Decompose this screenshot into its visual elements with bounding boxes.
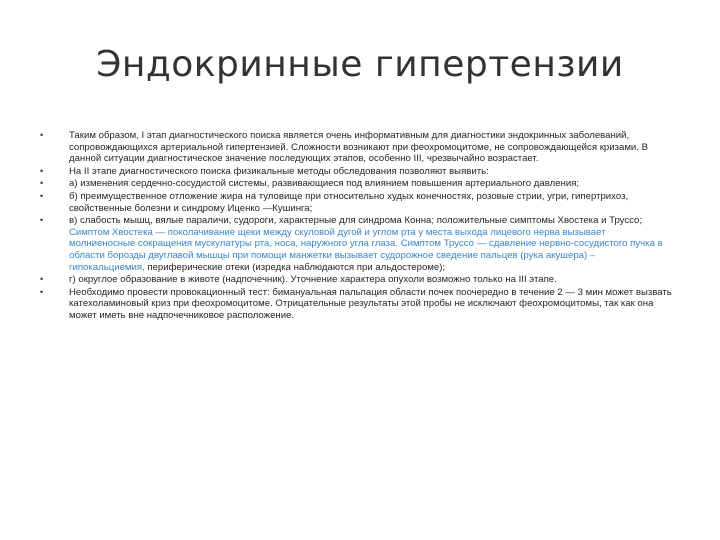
- slide-title: Эндокринные гипертензии: [96, 44, 624, 85]
- bullet-muscle-weakness: [40, 215, 672, 273]
- bullet-stage-two-text: На II этапе диагностического поиска физикальные методы обследования позволяют выявить:: [69, 165, 489, 177]
- bullet-cardio-text: а) изменения сердечно-сосудистой системы, развивающиеся под влиянием повышения артериального давления;: [69, 178, 580, 190]
- bullet-muscle-weakness-tail: периферические отеки (изредка наблюдаются при альдостероме);: [144, 261, 446, 273]
- bullet-provocation-test-text: Необходимо провести провокационный тест: бимануальная пальпация области почек поочередно в течение 2 — 3 мин может вызвать катехоламиновый криз при феохромоцитоме. Отрицательные результаты этой пробы не исключают феохромоцитомы, так как она может иметь вне надпочечниковое расположение.: [69, 286, 672, 321]
- bullet-provocation-test: [40, 287, 672, 322]
- bullet-fat-deposition: [40, 191, 672, 214]
- bullet-summary: [40, 130, 672, 165]
- bullet-muscle-weakness-text: в) слабость мышц, вялые параличи, судороги, характерные для синдрома Конна; положительные симптомы Хвостека и Труссо;: [69, 215, 643, 227]
- bullet-fat-deposition-text: б) преимущественное отложение жира на туловище при относительно худых конечностях, розовые стрии, угри, гипертрихоз, свойственные болезни и синдрому Иценко —Кушинга;: [69, 190, 629, 214]
- slide-body: [40, 130, 672, 323]
- bullet-adrenal-mass: [40, 274, 672, 286]
- bullet-adrenal-mass-text: г) округлое образование в животе (надпочечник). Уточнение характера опухоли возможно только на III этапе.: [69, 274, 557, 286]
- bullet-stage-two: [40, 166, 672, 178]
- trousseau-sign-link[interactable]: Симптом Труссо — сдавление нервно-сосудистого пучка в области борозды двуглавой мышцы при помощи манжетки вызывает судорожное сведение пальцев (рука акушера) – гипокальциемия,: [69, 238, 663, 273]
- chvostek-sign-link[interactable]: Симптом Хвостека — поколачивание щеки между скуловой дугой и углом рта у места выхода лицевого нерва вызывает молниеносные сокращения мускулатуры рта, носа, наружного угла глаза.: [69, 226, 606, 250]
- bullet-summary-text: Таким образом, I этап диагностического поиска является очень информативным для диагностики эндокринных заболеваний, сопровождающихся артериальной гипертензией. Сложности возникают при феохромоцитоме, не сопровождающейся кризами. В данной ситуации диагностическое значение последующих этапов, особенно III, чрезвычайно возрастает.: [69, 130, 649, 165]
- bullet-cardio: [40, 178, 672, 190]
